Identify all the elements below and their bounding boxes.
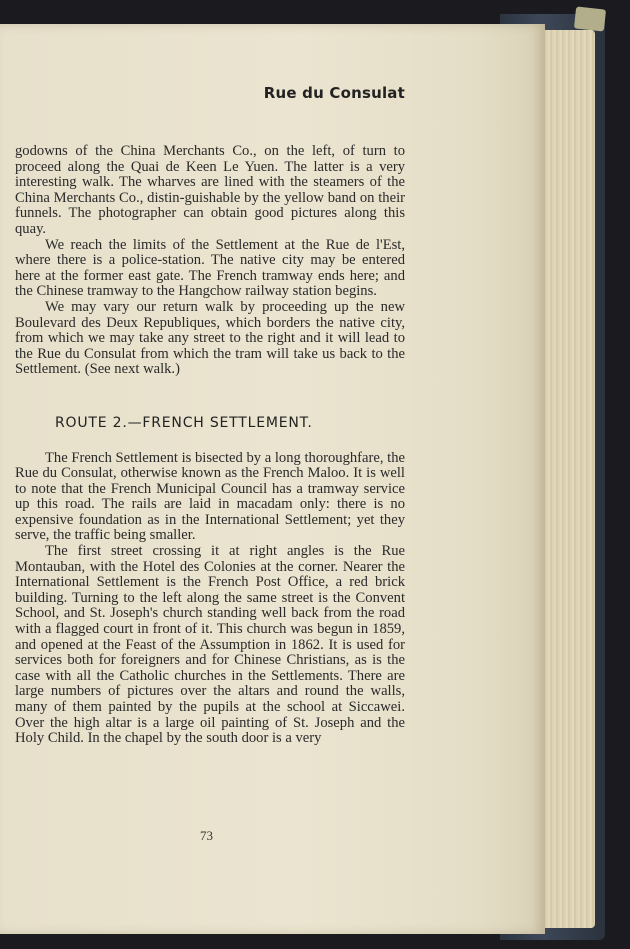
paragraph: godowns of the China Merchants Co., on the left, of turn to proceed along the Quai de Keen Le Yuen. The latter is a very interesting walk. The wharves are lined with the steamers of the China Merchants Co., distin-guishable by the yellow band on their funnels. The photographer can obtain good pictures along this quay. (15, 143, 405, 237)
book-page (0, 24, 545, 934)
paragraph: We may vary our return walk by proceeding up the new Boulevard des Deux Republiques, which borders the native city, from which we may take any street to the right and it will lead to the Rue du Consulat from which the tram will take us back to the Settlement. (See next walk.) (15, 298, 405, 378)
cover-corner-tab (574, 6, 606, 31)
section-heading: ROUTE 2.—FRENCH SETTLEMENT. (55, 414, 313, 431)
paragraph: The first street crossing it at right angles is the Rue Montauban, with the Hotel des Colonies at the corner. Nearer the International Settlement is the French Post Office, a red brick building. Turning to the left along the same street is the Convent School, and St. Joseph's church standing well back from the road with a flagged court in front of it. This church was begun in 1859, and opened at the Feast of the Assumption in 1862. It is used for services both for foreigners and for Chinese Christians, as is the case with all the Catholic churches in the Settlements. There are large numbers of pictures over the altars and round the walls, many of them painted by the pupils at the school at Siccawei. Over the high altar is a large oil painting of St. Joseph and the Holy Child. In the chapel by the south door is a very (15, 543, 405, 747)
paragraph: We reach the limits of the Settlement at the Rue de l'Est, where there is a police-station. The native city may be entered here at the former east gate. The French tramway ends here; and the Chinese tramway to the Hangchow railway station begins. (15, 236, 405, 300)
page-number: 73 (200, 828, 213, 843)
running-head: Rue du Consulat (263, 84, 405, 102)
page-body (15, 144, 405, 747)
paragraph: The French Settlement is bisected by a long thoroughfare, the Rue du Consulat, otherwise known as the French Maloo. It is well to note that the French Municipal Council has a tramway service up this road. The rails are laid in macadam only: there is no expensive foundation as in the International Settlement; yet they serve, the traffic being smaller. (15, 449, 405, 544)
